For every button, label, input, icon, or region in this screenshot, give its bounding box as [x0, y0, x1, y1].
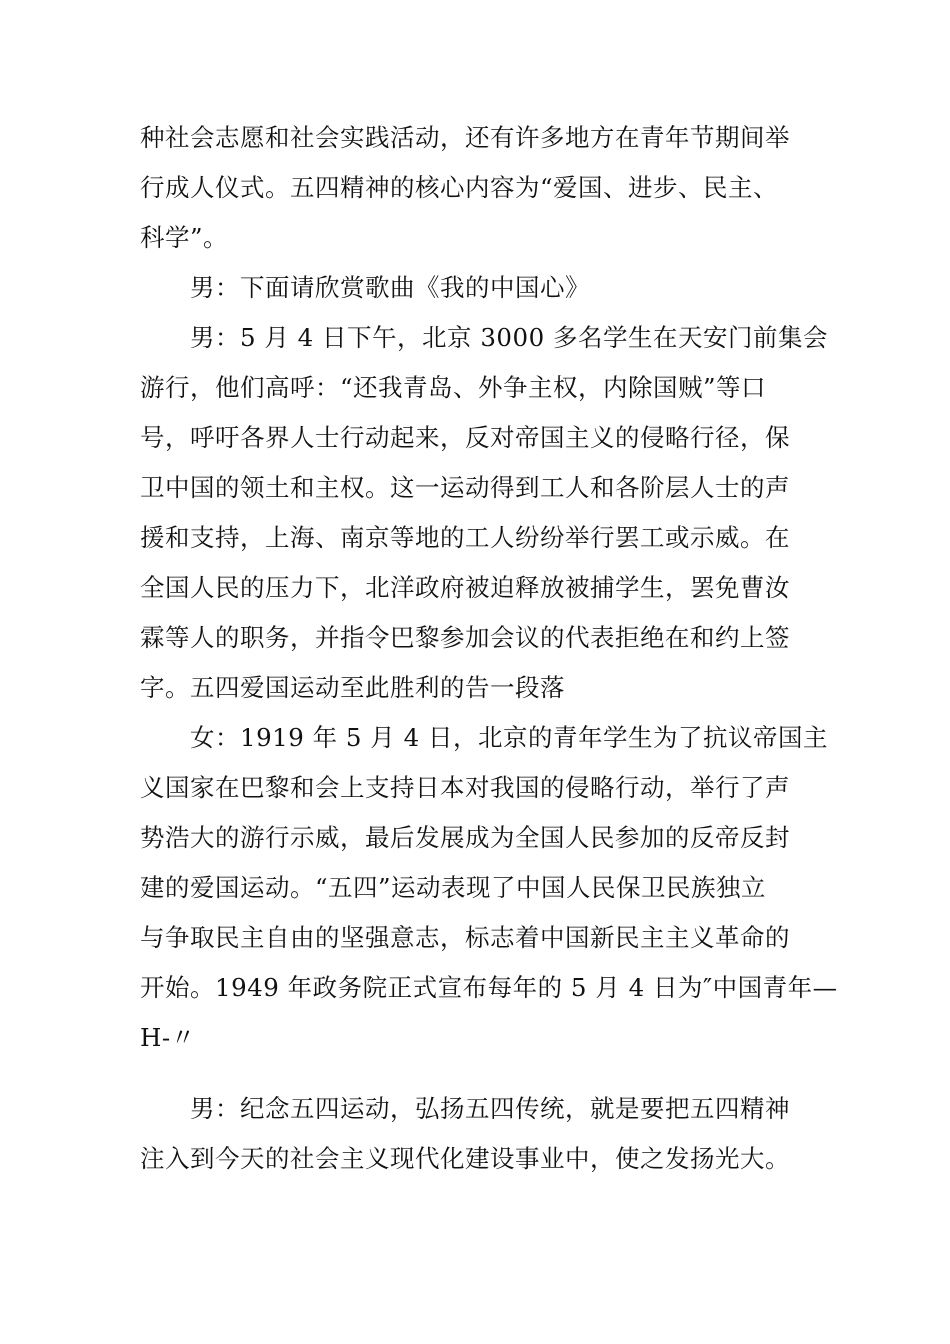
text-line: 科学”。 — [140, 223, 229, 252]
text-line: 注入到今天的社会主义现代化建设事业中，使之发扬光大。 — [140, 1144, 790, 1173]
text-line: 全国人民的压力下，北洋政府被迫释放被捕学生，罢免曹汝 — [140, 573, 790, 602]
text-line: 游行，他们高呼：“还我青岛、外争主权，内除国贼”等口 — [140, 373, 767, 402]
text-line: 义国家在巴黎和会上支持日本对我国的侵略行动，举行了声 — [140, 773, 790, 802]
text-line: 建的爱国运动。“五四”运动表现了中国人民保卫民族独立 — [140, 873, 767, 902]
text-line: 霖等人的职务，并指令巴黎参加会议的代表拒绝在和约上签 — [140, 623, 790, 652]
text-line: 男：纪念五四运动，弘扬五四传统，就是要把五四精神 — [190, 1094, 790, 1123]
text-line: 势浩大的游行示威，最后发展成为全国人民参加的反帝反封 — [140, 823, 790, 852]
text-line: 援和支持，上海、南京等地的工人纷纷举行罢工或示威。在 — [140, 523, 790, 552]
text-line: 男：下面请欣赏歌曲《我的中国心》 — [190, 273, 590, 302]
text-line: 号，呼吁各界人士行动起来，反对帝国主义的侵略行径，保 — [140, 423, 790, 452]
text-line: H-〃 — [140, 1023, 196, 1052]
text-line: 卫中国的领土和主权。这一运动得到工人和各阶层人士的声 — [140, 473, 790, 502]
text-line: 开始。1949 年政务院正式宣布每年的 5 月 4 日为″中国青年— — [140, 973, 838, 1002]
text-line: 男：5 月 4 日下午，北京 3000 多名学生在天安门前集会 — [190, 323, 828, 352]
text-line: 字。五四爱国运动至此胜利的告一段落 — [140, 673, 565, 702]
text-line: 女：1919 年 5 月 4 日，北京的青年学生为了抗议帝国主 — [190, 723, 828, 752]
text-line: 种社会志愿和社会实践活动，还有许多地方在青年节期间举 — [140, 123, 790, 152]
text-line: 行成人仪式。五四精神的核心内容为“爱国、进步、民主、 — [140, 173, 779, 202]
text-line: 与争取民主自由的坚强意志，标志着中国新民主主义革命的 — [140, 923, 790, 952]
